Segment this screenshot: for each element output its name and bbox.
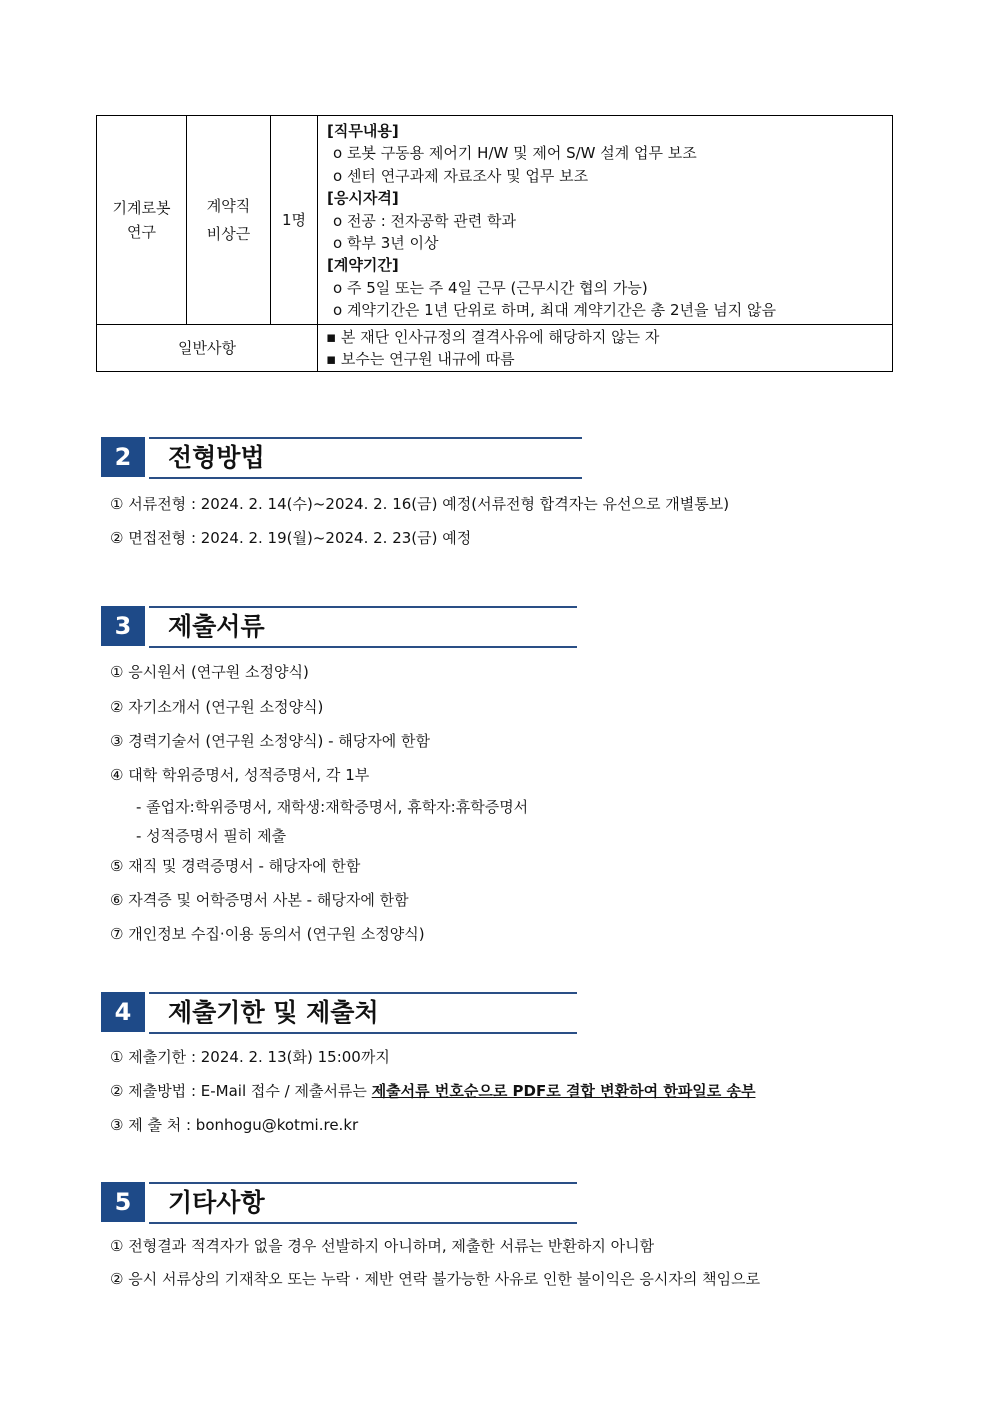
- section-title-box: [149, 437, 582, 479]
- dept-line: 연구: [127, 222, 156, 241]
- qual-item: o 학부 3년 이상: [333, 234, 439, 253]
- list-item: [110, 1081, 756, 1101]
- qual-item: o 전공 : 전자공학 관련 학과: [333, 211, 516, 230]
- type-cell: [187, 116, 271, 325]
- contract-header: [계약기간]: [327, 256, 399, 275]
- contract-item: o 계약기간은 1년 단위로 하며, 최대 계약기간은 총 2년을 넘지 않음: [333, 301, 776, 320]
- section-title-box: [149, 1182, 577, 1224]
- table-row: [97, 116, 893, 325]
- type-line: 계약직: [206, 196, 251, 215]
- sub-item: - 성적증명서 필히 제출: [136, 827, 287, 845]
- section-title: 전형방법: [168, 443, 265, 472]
- list-item: ④ 대학 학위증명서, 성적증명서, 각 1부: [110, 766, 370, 784]
- contract-item: o 주 5일 또는 주 4일 근무 (근무시간 협의 가능): [333, 278, 648, 297]
- list-item: ① 제출기한 : 2024. 2. 13(화) 15:00까지: [110, 1048, 390, 1066]
- list-item: ⑥ 자격증 및 어학증명서 사본 - 해당자에 한함: [110, 891, 409, 909]
- table-row: [97, 324, 893, 371]
- section-title: 기타사항: [168, 1188, 265, 1217]
- list-item: ① 서류전형 : 2024. 2. 14(수)~2024. 2. 16(금) 예정(서류전형 합격자는 유선으로 개별통보): [110, 495, 730, 513]
- job-table: [96, 115, 893, 372]
- duty-header: [직무내용]: [327, 122, 399, 140]
- qual-header: [응시자격]: [327, 189, 399, 208]
- section-number: 3: [101, 606, 145, 646]
- section-number: 2: [101, 437, 145, 477]
- list-item: ② 면접전형 : 2024. 2. 19(월)~2024. 2. 23(금) 예정: [110, 529, 472, 547]
- section-title: 제출기한 및 제출처: [168, 998, 379, 1027]
- duty-item: o 센터 연구과제 자료조사 및 업무 보조: [333, 166, 589, 185]
- list-item: ② 자기소개서 (연구원 소정양식): [110, 698, 324, 716]
- count-cell: 1명: [271, 116, 318, 325]
- list-item: ③ 경력기술서 (연구원 소정양식) - 해당자에 한함: [110, 732, 430, 750]
- section-title: 제출서류: [168, 612, 265, 641]
- duty-item: o 로봇 구동용 제어기 H/W 및 제어 S/W 설계 업무 보조: [333, 144, 697, 163]
- general-item: ▪ 보수는 연구원 내규에 따름: [326, 349, 515, 368]
- submit-method-text: ② 제출방법 : E-Mail 접수 / 제출서류는: [110, 1082, 372, 1100]
- type-line: 비상근: [206, 224, 251, 243]
- general-cell: [318, 324, 893, 371]
- dept-cell: [97, 116, 187, 325]
- detail-cell: [318, 116, 893, 325]
- list-item: ③ 제 출 처 : bonhogu@kotmi.re.kr: [110, 1116, 359, 1134]
- list-item: ① 응시원서 (연구원 소정양식): [110, 663, 309, 681]
- section-number: 5: [101, 1182, 145, 1222]
- section-title-box: [149, 606, 577, 648]
- section-title-box: [149, 992, 577, 1034]
- sub-item: - 졸업자:학위증명서, 재학생:재학증명서, 휴학자:휴학증명서: [136, 798, 529, 816]
- general-item: ▪ 본 재단 인사규정의 결격사유에 해당하지 않는 자: [326, 327, 660, 346]
- list-item: ① 전형결과 적격자가 없을 경우 선발하지 아니하며, 제출한 서류는 반환하지 아니함: [110, 1237, 655, 1255]
- submit-method-emphasis: 제출서류 번호순으로 PDF로 결합 변환하여 한파일로 송부: [371, 1082, 756, 1100]
- list-item: ⑤ 재직 및 경력증명서 - 해당자에 한함: [110, 857, 361, 875]
- general-label: 일반사항: [97, 324, 318, 371]
- dept-line: 기계로봇: [112, 198, 171, 217]
- section-number: 4: [101, 992, 145, 1032]
- list-item: ⑦ 개인정보 수집·이용 동의서 (연구원 소정양식): [110, 925, 425, 943]
- list-item: ② 응시 서류상의 기재착오 또는 누락 · 제반 연락 불가능한 사유로 인한 불이익은 응시자의 책임으로: [110, 1270, 761, 1288]
